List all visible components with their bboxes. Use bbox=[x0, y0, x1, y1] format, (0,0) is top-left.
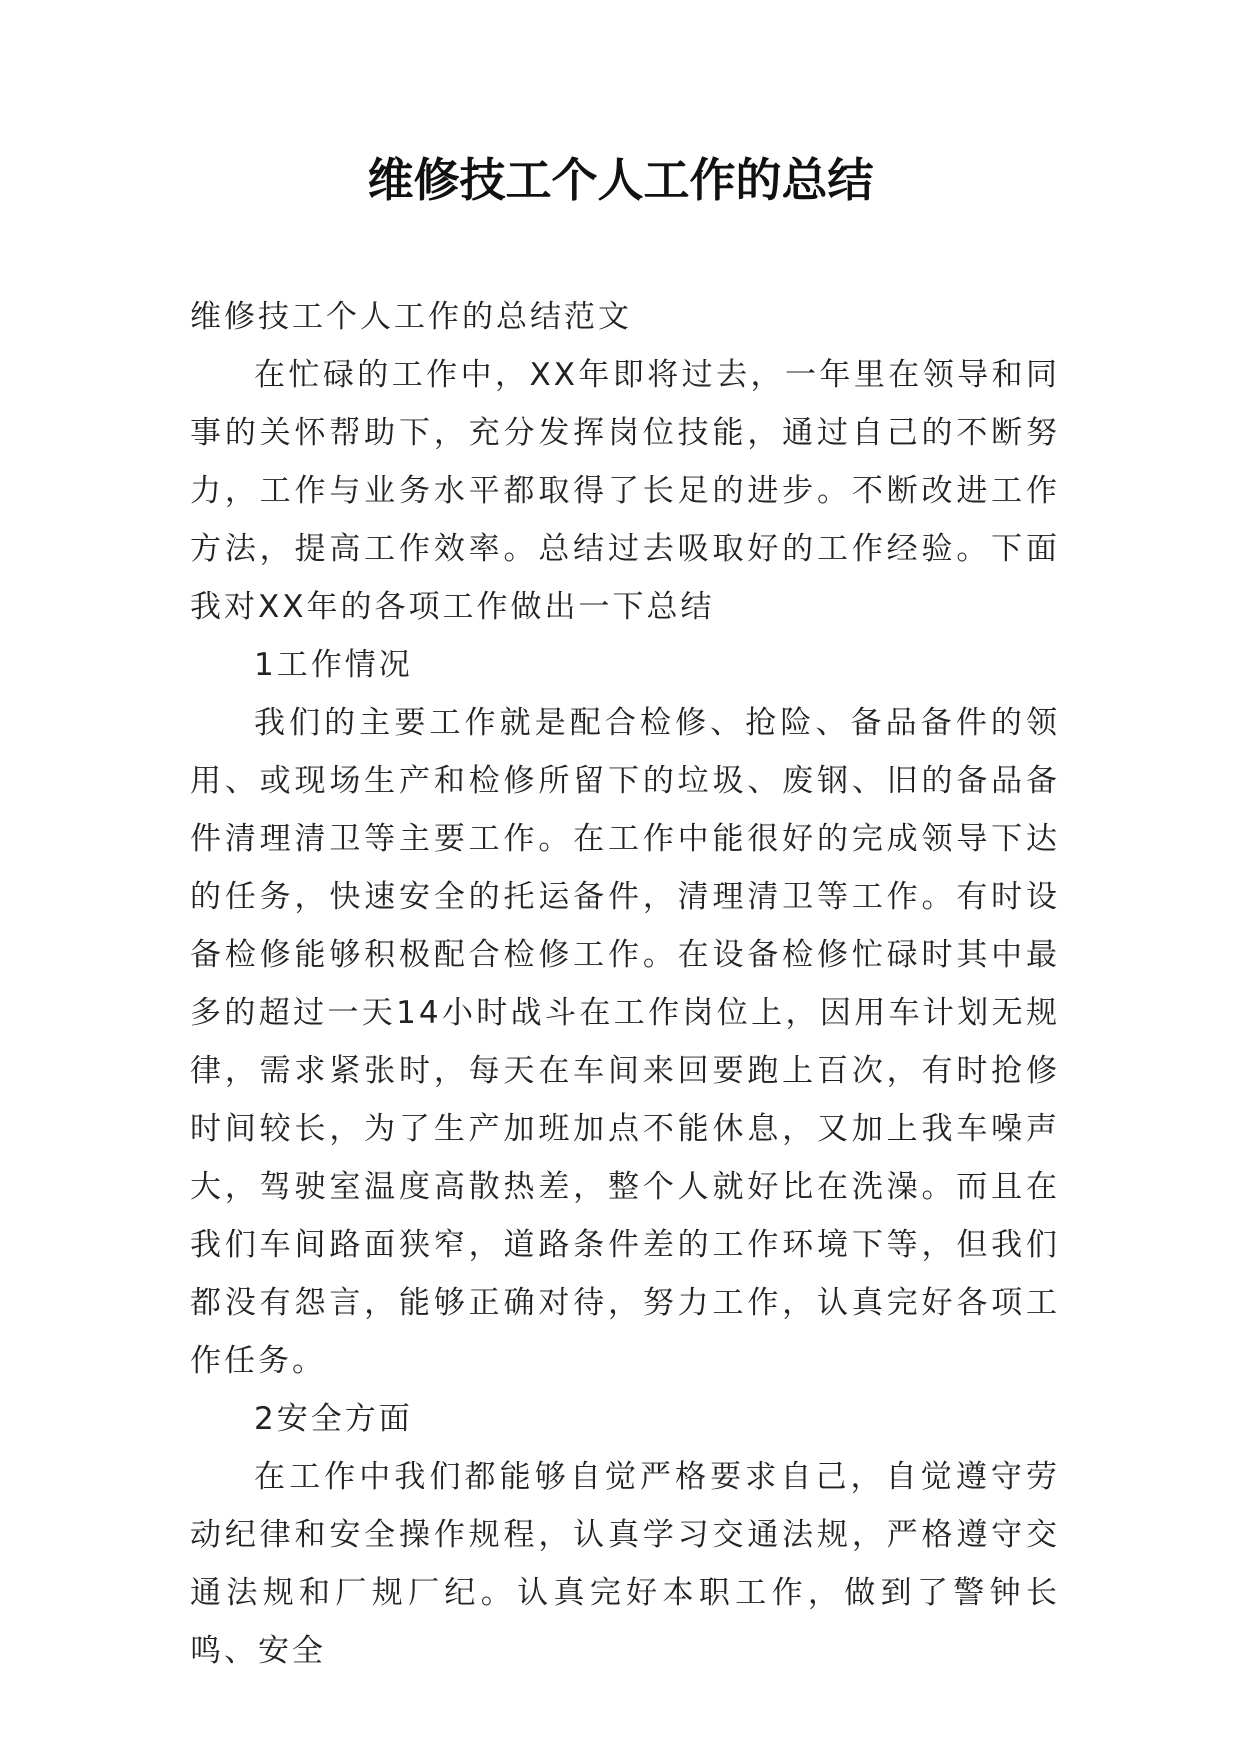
section-heading-safety: 2安全方面 bbox=[254, 1401, 413, 1437]
section-heading-work: 1工作情况 bbox=[254, 647, 413, 683]
document-body bbox=[190, 288, 1060, 1680]
work-paragraph: 我们的主要工作就是配合检修、抢险、备品备件的领用、或现场生产和检修所留下的垃圾、废钢、旧的备品备件清理清卫等主要工作。在工作中能很好的完成领导下达的任务，快速安全的托运备件，清理清卫等工作。有时设备检修能够积极配合检修工作。在设备检修忙碌时其中最多的超过一天14小时战斗在工作岗位上，因用车计划无规律，需求紧张时，每天在车间来回要跑上百次，有时抢修时间较长，为了生产加班加点不能休息，又加上我车噪声大，驾驶室温度高散热差，整个人就好比在洗澡。而且在我们车间路面狭窄，道路条件差的工作环境下等，但我们都没有怨言，能够正确对待，努力工作，认真完好各项工作任务。 bbox=[190, 705, 1060, 1379]
page-title: 维修技工个人工作的总结 bbox=[367, 153, 874, 207]
document-subtitle: 维修技工个人工作的总结范文 bbox=[190, 299, 632, 335]
intro-paragraph: 在忙碌的工作中，XX年即将过去，一年里在领导和同事的关怀帮助下，充分发挥岗位技能，通过自己的不断努力，工作与业务水平都取得了长足的进步。不断改进工作方法，提高工作效率。总结过去吸取好的工作经验。下面我对XX年的各项工作做出一下总结 bbox=[190, 357, 1060, 625]
safety-paragraph: 在工作中我们都能够自觉严格要求自己，自觉遵守劳动纪律和安全操作规程，认真学习交通法规，严格遵守交通法规和厂规厂纪。认真完好本职工作，做到了警钟长鸣、安全 bbox=[190, 1459, 1060, 1669]
